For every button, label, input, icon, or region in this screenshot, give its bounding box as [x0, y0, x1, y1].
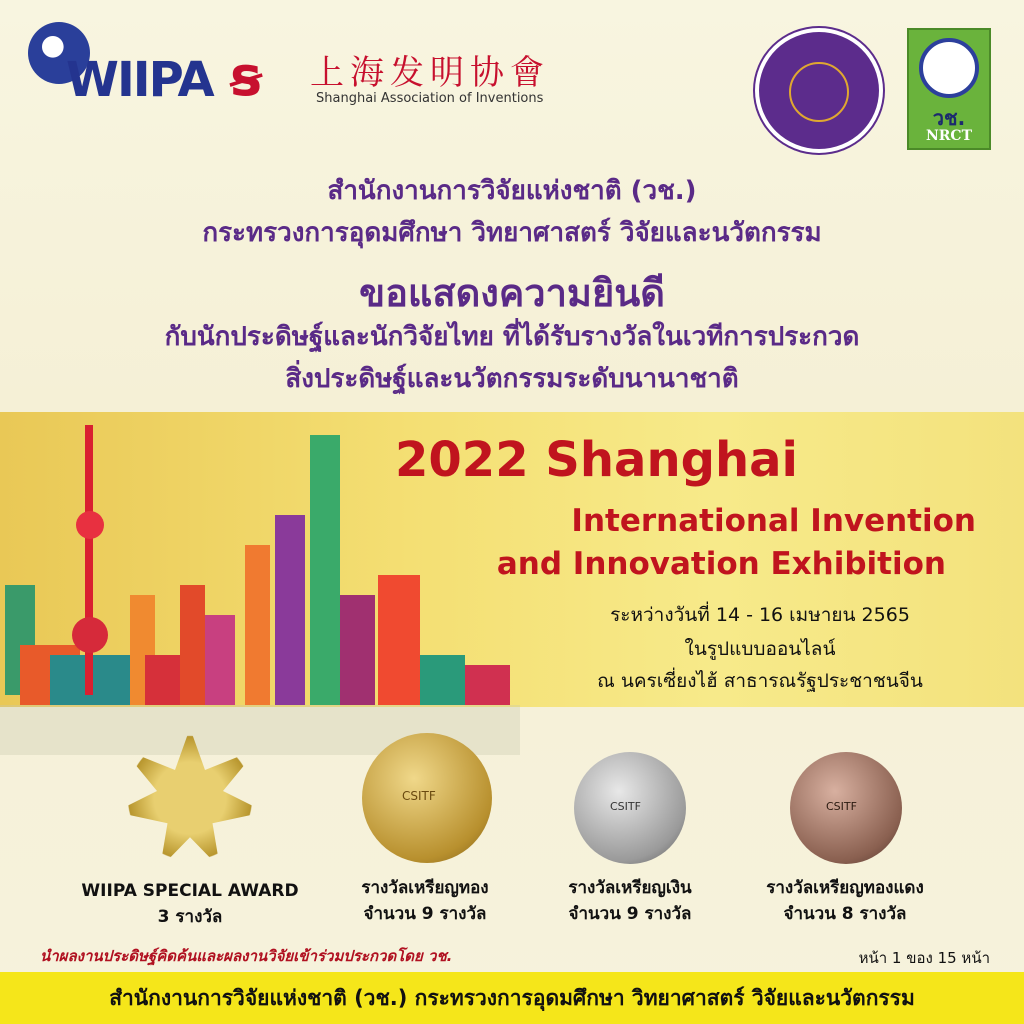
header-line2: กระทรวงการอุดมศึกษา วิทยาศาสตร์ วิจัยและนวัตกรรม [202, 218, 822, 248]
submission-note: นำผลงานประดิษฐ์คิดค้นและผลงานวิจัยเข้าร่วมประกวดโดย วช. [40, 947, 453, 965]
bronze-medal: CSITF [790, 752, 902, 864]
footer-text: สำนักงานการวิจัยแห่งชาติ (วช.) กระทรวงการอุดมศึกษา วิทยาศาสตร์ วิจัยและนวัตกรรม [109, 985, 915, 1010]
gold-medal: CSITF [362, 733, 492, 863]
ministry-seal [755, 28, 883, 153]
atom-icon [789, 62, 849, 122]
wheel-icon [919, 38, 979, 98]
header-line1: สำนักงานการวิจัยแห่งชาติ (วช.) [327, 176, 697, 206]
event-subtitle2: and Innovation Exhibition [496, 546, 946, 582]
award-gold: รางวัลเหรียญทอง จำนวน 9 รางวัล [361, 878, 489, 924]
sai-logo: ꞩ 上海发明协會 Shanghai Association of Inventions [230, 45, 550, 108]
award-wiipa: WIIPA SPECIAL AWARD 3 รางวัล [81, 881, 299, 927]
award-silver: รางวัลเหรียญเงิน จำนวน 9 รางวัล [568, 878, 692, 924]
event-subtitle1: International Invention [571, 503, 976, 539]
award-bronze: รางวัลเหรียญทองแดง จำนวน 8 รางวัล [766, 878, 924, 924]
event-title: 2022 Shanghai [395, 432, 798, 488]
event-date: ระหว่างวันที่ 14 - 16 เมษายน 2565 [610, 604, 910, 626]
footer-bar [0, 972, 1024, 1024]
header-line5: สิ่งประดิษฐ์และนวัตกรรมระดับนานาชาติ [285, 364, 739, 394]
header-congrats: ขอแสดงความยินดี [359, 271, 665, 315]
wiipa-logo: WIIPA [28, 22, 208, 112]
sai-symbol-icon: ꞩ [230, 45, 263, 108]
header-line4: กับนักประดิษฐ์และนักวิจัยไทย ที่ได้รับรางวัลในเวทีการประกวด [164, 322, 860, 352]
nrct-logo: วช. NRCT [907, 28, 991, 150]
silver-medal: CSITF [574, 752, 686, 864]
event-place: ณ นครเซี่ยงไฮ้ สาธารณรัฐประชาชนจีน [597, 670, 923, 692]
event-format: ในรูปแบบออนไลน์ [684, 638, 836, 660]
page-indicator: หน้า 1 ของ 15 หน้า [858, 949, 990, 967]
